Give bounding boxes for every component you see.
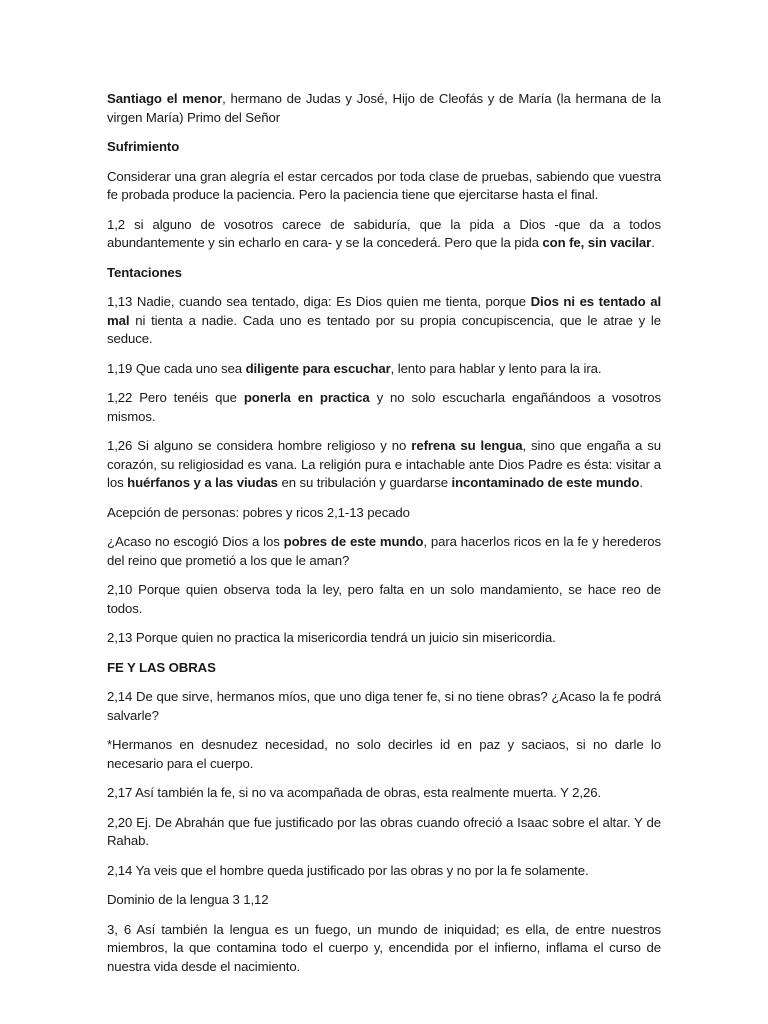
- document-body: [107, 90, 661, 976]
- bold-text: Tentaciones: [107, 264, 182, 280]
- paragraph-1-2: [107, 216, 661, 253]
- text-segment: , para hacerlos ricos en la fe y herederos del reino que prometió a los que le aman?: [107, 534, 661, 568]
- bold-text: Dios ni es tentado al mal: [107, 294, 662, 328]
- paragraph-2-17: [107, 784, 661, 803]
- text-segment: 3, 6 Así también la lengua es un fuego, un mundo de iniquidad; es ella, de entre nuestros miembros, la que contamina todo el cuerpo y, encendida por el infierno, inflama el curso de nuestra vida desde el nacimiento.: [107, 921, 661, 974]
- paragraph-1-26: [107, 437, 661, 493]
- paragraph-1-19: [107, 360, 661, 379]
- heading-fe-obras: [107, 659, 661, 678]
- heading-tentaciones: [107, 264, 661, 283]
- paragraph-1-22: [107, 389, 661, 426]
- text-segment: 2,10 Porque quien observa toda la ley, pero falta en un solo mandamiento, se hace reo de todos.: [107, 582, 661, 616]
- bold-text: Sufrimiento: [107, 139, 180, 154]
- paragraph-2-14a: [107, 688, 661, 725]
- paragraph-2-13: [107, 629, 661, 648]
- text-segment: 2,13 Porque quien no practica la misericordia tendrá un juicio sin misericordia.: [107, 630, 556, 645]
- intro-paragraph: [107, 90, 661, 127]
- text-segment: , sino que engaña a su corazón, su religiosidad es vana. La religión pura e intachable ante Dios Padre es ésta: visitar a los: [107, 438, 661, 490]
- bold-text: diligente para escuchar: [245, 360, 391, 376]
- text-segment: , lento para hablar y lento para la ira.: [390, 360, 602, 376]
- paragraph-2-14b: [107, 862, 661, 881]
- bold-text: ponerla en practica: [243, 390, 370, 405]
- text-segment: 1,2 si alguno de vosotros carece de sabiduría, que la pida a Dios -que da a todos abundantemente y sin echarlo en cara- y se la concederá. Pero que la pida: [107, 216, 661, 250]
- bold-text: pobres de este mundo: [283, 534, 424, 549]
- text-segment: y no solo escucharla engañándoos a vosotros mismos.: [107, 390, 661, 424]
- text-segment: *Hermanos en desnudez necesidad, no solo decirles id en paz y saciaos, si no darle lo necesario para el cuerpo.: [107, 737, 661, 771]
- heading-sufrimiento: [107, 138, 661, 157]
- paragraph-hermanos: [107, 736, 661, 773]
- text-segment: Acepción de personas: pobres y ricos 2,1-13 pecado: [107, 504, 410, 520]
- paragraph-acepcion: [107, 504, 661, 523]
- text-segment: , hermano de Judas y José, Hijo de Cleofás y de María (la hermana de la virgen María) Primo del Señor: [107, 91, 661, 125]
- bold-text: Santiago el menor: [107, 91, 223, 106]
- text-segment: 2,14 De que sirve, hermanos míos, que uno diga tener fe, si no tiene obras? ¿Acaso la fe podrá salvarle?: [107, 689, 661, 723]
- text-segment: 2,17 Así también la fe, si no va acompañada de obras, esta realmente muerta. Y 2,26.: [107, 785, 602, 800]
- bold-text: refrena su lengua: [411, 438, 523, 453]
- text-segment: .: [651, 235, 655, 250]
- bold-text: FE Y LAS OBRAS: [107, 659, 216, 675]
- text-segment: 2,20 Ej. De Abrahán que fue justificado por las obras cuando ofreció a Isaac sobre el altar. Y de Rahab.: [107, 814, 661, 848]
- text-segment: 1,19 Que cada uno sea: [107, 360, 246, 376]
- paragraph-3-6: [107, 921, 661, 977]
- text-segment: 2,14 Ya veis que el hombre queda justificado por las obras y no por la fe solamente.: [107, 862, 589, 878]
- text-segment: en su tribulación y guardarse: [277, 475, 452, 490]
- text-segment: ni tienta a nadie. Cada uno es tentado por su propia concupiscencia, que le atrae y le seduce.: [107, 312, 661, 346]
- paragraph-1-13: [107, 293, 661, 349]
- text-segment: 1,13 Nadie, cuando sea tentado, diga: Es Dios quien me tienta, porque: [107, 294, 531, 309]
- paragraph-acaso: [107, 533, 661, 570]
- text-segment: 1,22 Pero tenéis que: [107, 390, 244, 405]
- text-segment: Dominio de la lengua 3 1,12: [107, 892, 269, 907]
- text-segment: .: [639, 475, 643, 490]
- text-segment: Considerar una gran alegría el estar cercados por toda clase de pruebas, sabiendo que vuestra fe probada produce la paciencia. Pero la paciencia tiene que ejercitarse hasta el final.: [107, 168, 661, 202]
- text-segment: ¿Acaso no escogió Dios a los: [107, 534, 284, 549]
- bold-text: huérfanos y a las viudas: [127, 475, 278, 490]
- bold-text: incontaminado de este mundo: [451, 475, 640, 490]
- bold-text: con fe, sin vacilar: [542, 235, 652, 250]
- paragraph-dominio: [107, 891, 661, 910]
- text-segment: 1,26 Si alguno se considera hombre religioso y no: [107, 438, 412, 453]
- paragraph-sufrimiento: [107, 168, 661, 205]
- paragraph-2-20: [107, 814, 661, 851]
- paragraph-2-10: [107, 581, 661, 618]
